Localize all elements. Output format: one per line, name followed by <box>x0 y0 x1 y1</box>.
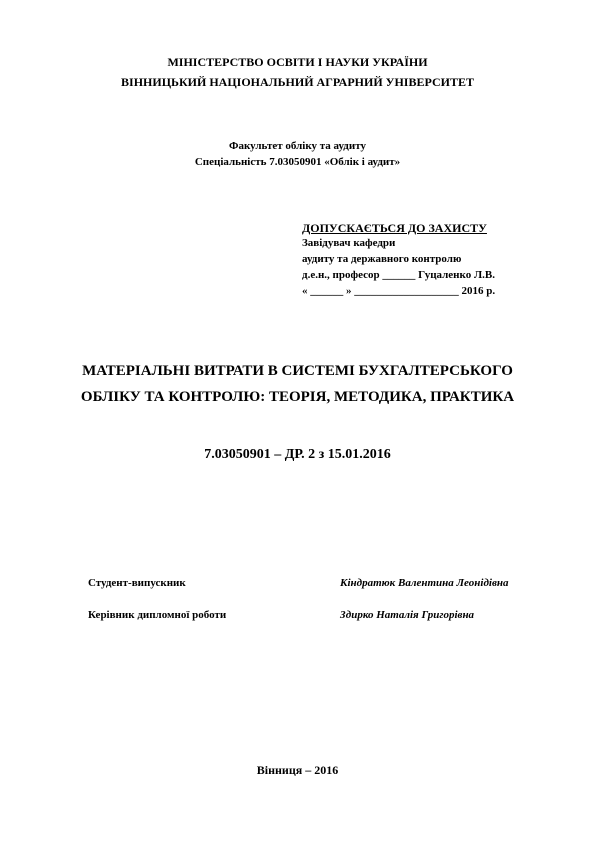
supervisor-role-label: Керівник дипломної роботи <box>88 609 227 621</box>
thesis-title-line-1: МАТЕРІАЛЬНІ ВИТРАТИ В СИСТЕМІ БУХГАЛТЕРСЬКОГО <box>82 363 513 379</box>
approval-title: ДОПУСКАЄТЬСЯ ДО ЗАХИСТУ <box>302 221 487 235</box>
student-role-label: Студент-випускник <box>88 577 186 589</box>
specialty-line: Спеціальність 7.03050901 «Облік і аудит» <box>194 156 401 168</box>
faculty-name: Факультет обліку та аудиту <box>229 140 366 152</box>
thesis-title-line-2: ОБЛІКУ ТА КОНТРОЛЮ: ТЕОРІЯ, МЕТОДИКА, ПРАКТИКА <box>80 389 515 405</box>
ministry-name: МІНІСТЕРСТВО ОСВІТИ І НАУКИ УКРАЇНИ <box>167 55 428 69</box>
thesis-code: 7.03050901 – ДР. 2 з 15.01.2016 <box>204 447 391 462</box>
approval-date-line: « ______ » ___________________ 2016 р. <box>302 285 496 297</box>
university-name: ВІННИЦЬКИЙ НАЦІОНАЛЬНИЙ АГРАРНИЙ УНІВЕРСИТЕТ <box>121 75 474 89</box>
approval-signature-line: д.е.н., професор ______ Гуцаленко Л.В. <box>302 269 495 281</box>
student-name: Кіндратюк Валентина Леонідівна <box>340 577 509 589</box>
approval-department: аудиту та державного контролю <box>302 253 462 265</box>
city-and-year: Вінниця – 2016 <box>256 763 339 777</box>
approval-head-of-department: Завідувач кафедри <box>302 237 396 249</box>
supervisor-name: Здирко Наталія Григорівна <box>340 609 475 621</box>
